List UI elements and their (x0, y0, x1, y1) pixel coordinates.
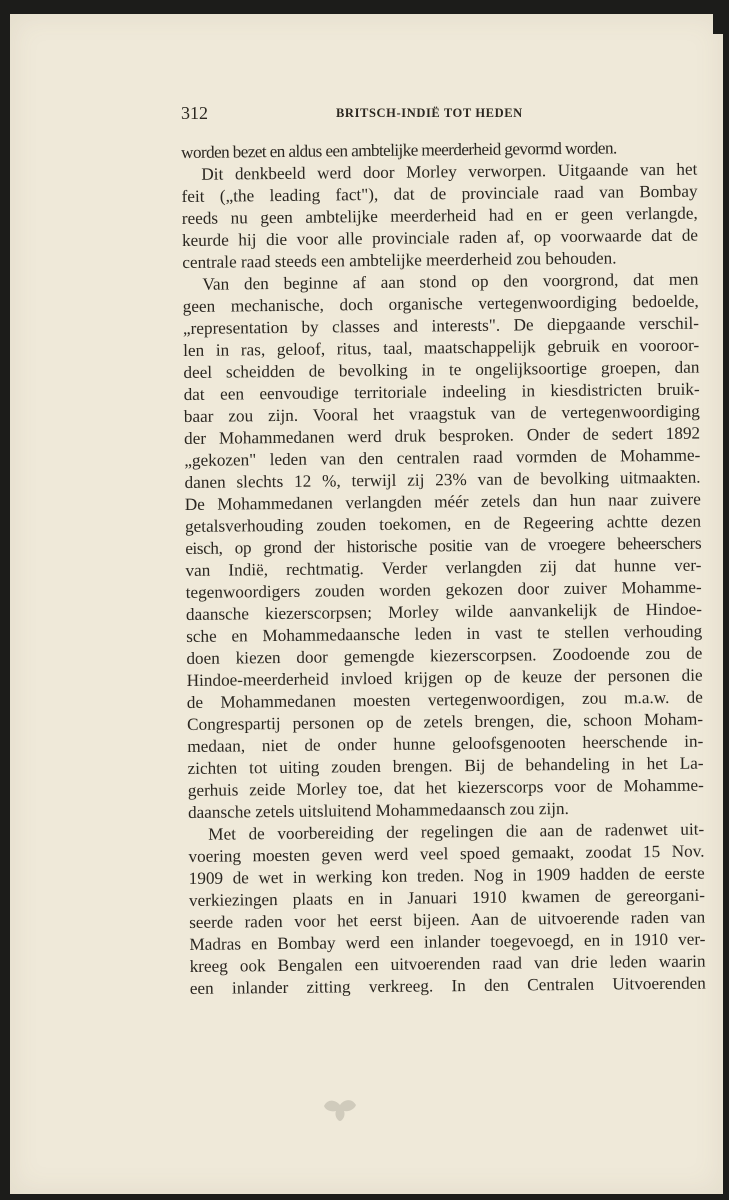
text-line: Madras en Bombay werd een inlander toegevoegd, en in 1910 ver- (189, 929, 706, 954)
text-line: seerde raden voor het eerst bijeen. Aan de uitvoerende raden van (189, 907, 706, 932)
text-line: reeds nu geen ambtelijke meerderheid had en er geen verlangde, (181, 203, 698, 228)
text-line: getalsverhouding zouden toekomen, en de Regeering achtte dezen (184, 511, 702, 536)
text-line: deel scheidden de bevolking in te ongelijksoortige groepen, dan (183, 357, 700, 382)
page-header (181, 103, 701, 127)
page-number: 312 (181, 103, 208, 123)
text-line: danen slechts 12 %, terwijl zij 23% van de bevolking uitmaakten. (184, 467, 701, 492)
library-stamp-icon (322, 1096, 358, 1122)
text-line: verkiezingen plaats en in Januari 1910 kwamen de gereorgani- (188, 885, 706, 910)
text-line: baar zou zijn. Vooral het vraagstuk van de vertegenwoordiging (183, 401, 700, 426)
text-line: daansche zetels uitsluitend Mohammedaansch zou zijn. (187, 798, 569, 822)
text-line: 1909 de wet in werking kon treden. Nog in 1909 hadden de eerste (188, 863, 705, 888)
text-line: Dit denkbeeld werd door Morley verworpen. Uitgaande van het (201, 159, 698, 184)
text-line: voering moesten geven werd veel spoed gemaakt, zoodat 15 Nov. (188, 841, 705, 866)
text-line: De Mohammedanen verlangden méér zetels dan hun naar zuivere (184, 489, 701, 514)
text-line: Met de voorbereiding der regelingen die aan de radenwet uit- (208, 819, 705, 844)
text-line: Hindoe-meerderheid invloed krijgen op de keuze der personen die (186, 665, 703, 690)
text-line: Van den beginne af aan stond op den voorgrond, dat men (202, 269, 699, 294)
text-line: van Indië, rechtmatig. Verder verlangden zij dat hunne ver- (185, 555, 702, 580)
text-line: centrale raad steeds een ambtelijke meerderheid zou behouden. (182, 248, 617, 272)
text-line: Congrespartij personen op de zetels brengen, die, schoon Moham- (187, 709, 704, 734)
running-title: BRITSCH-INDIË TOT HEDEN (336, 106, 523, 120)
text-line: worden bezet en aldus een ambtelijke meerderheid gevormd worden. (181, 138, 617, 162)
text-line: der Mohammedanen werd druk besproken. Onder de sedert 1892 (184, 423, 701, 448)
body-text (181, 137, 706, 1000)
text-line: de Mohammedanen moesten vertegenwoordigen, zou m.a.w. de (186, 687, 703, 712)
text-line: doen kiezen door gemengde kiezerscorpsen. Zoodoende zou de (186, 643, 703, 668)
scan-corner-shadow (713, 14, 723, 34)
text-line: „representation by classes and interests". De diepgaande verschil- (182, 313, 700, 338)
text-line: keurde hij die voor alle provinciale raden af, op voorwaarde dat de (181, 225, 699, 250)
text-line: sche en Mohammedaansche leden in vast te stellen verhouding (186, 621, 703, 646)
text-line: geen mechanische, doch organische vertegenwoordiging bedoelde, (182, 291, 699, 316)
text-line: „gekozen" leden van den centralen raad vormden de Mohamme- (184, 445, 701, 470)
text-line: len in ras, geloof, ritus, taal, maatschappelijk gebruik en vooroor- (183, 335, 700, 360)
text-line: een inlander zitting verkreeg. In den Centralen Uitvoerenden (189, 973, 706, 998)
text-line: gerhuis zeide Morley toe, dat het kiezerscorps voor de Mohamme- (187, 775, 704, 800)
text-line: feit („the leading fact"), dat de provinciale raad van Bombay (181, 181, 698, 206)
text-line: eisch, op grond der historische positie van de vroegere beheerschers (185, 533, 702, 558)
text-line: dat een eenvoudige territoriale indeeling in kiesdistricten bruik- (183, 379, 700, 404)
text-line: kreeg ook Bengalen een uitvoerenden raad van drie leden waarin (189, 951, 706, 976)
text-line: tegenwoordigers zouden worden gekozen door zuiver Mohamme- (185, 577, 702, 602)
text-line: medaan, niet de onder hunne geloofsgenooten heerschende in- (187, 731, 704, 756)
text-line: daansche kiezerscorpsen; Morley wilde aanvankelijk de Hindoe- (185, 599, 703, 624)
text-line: zichten tot uiting zouden brengen. Bij de behandeling in het La- (187, 753, 704, 778)
